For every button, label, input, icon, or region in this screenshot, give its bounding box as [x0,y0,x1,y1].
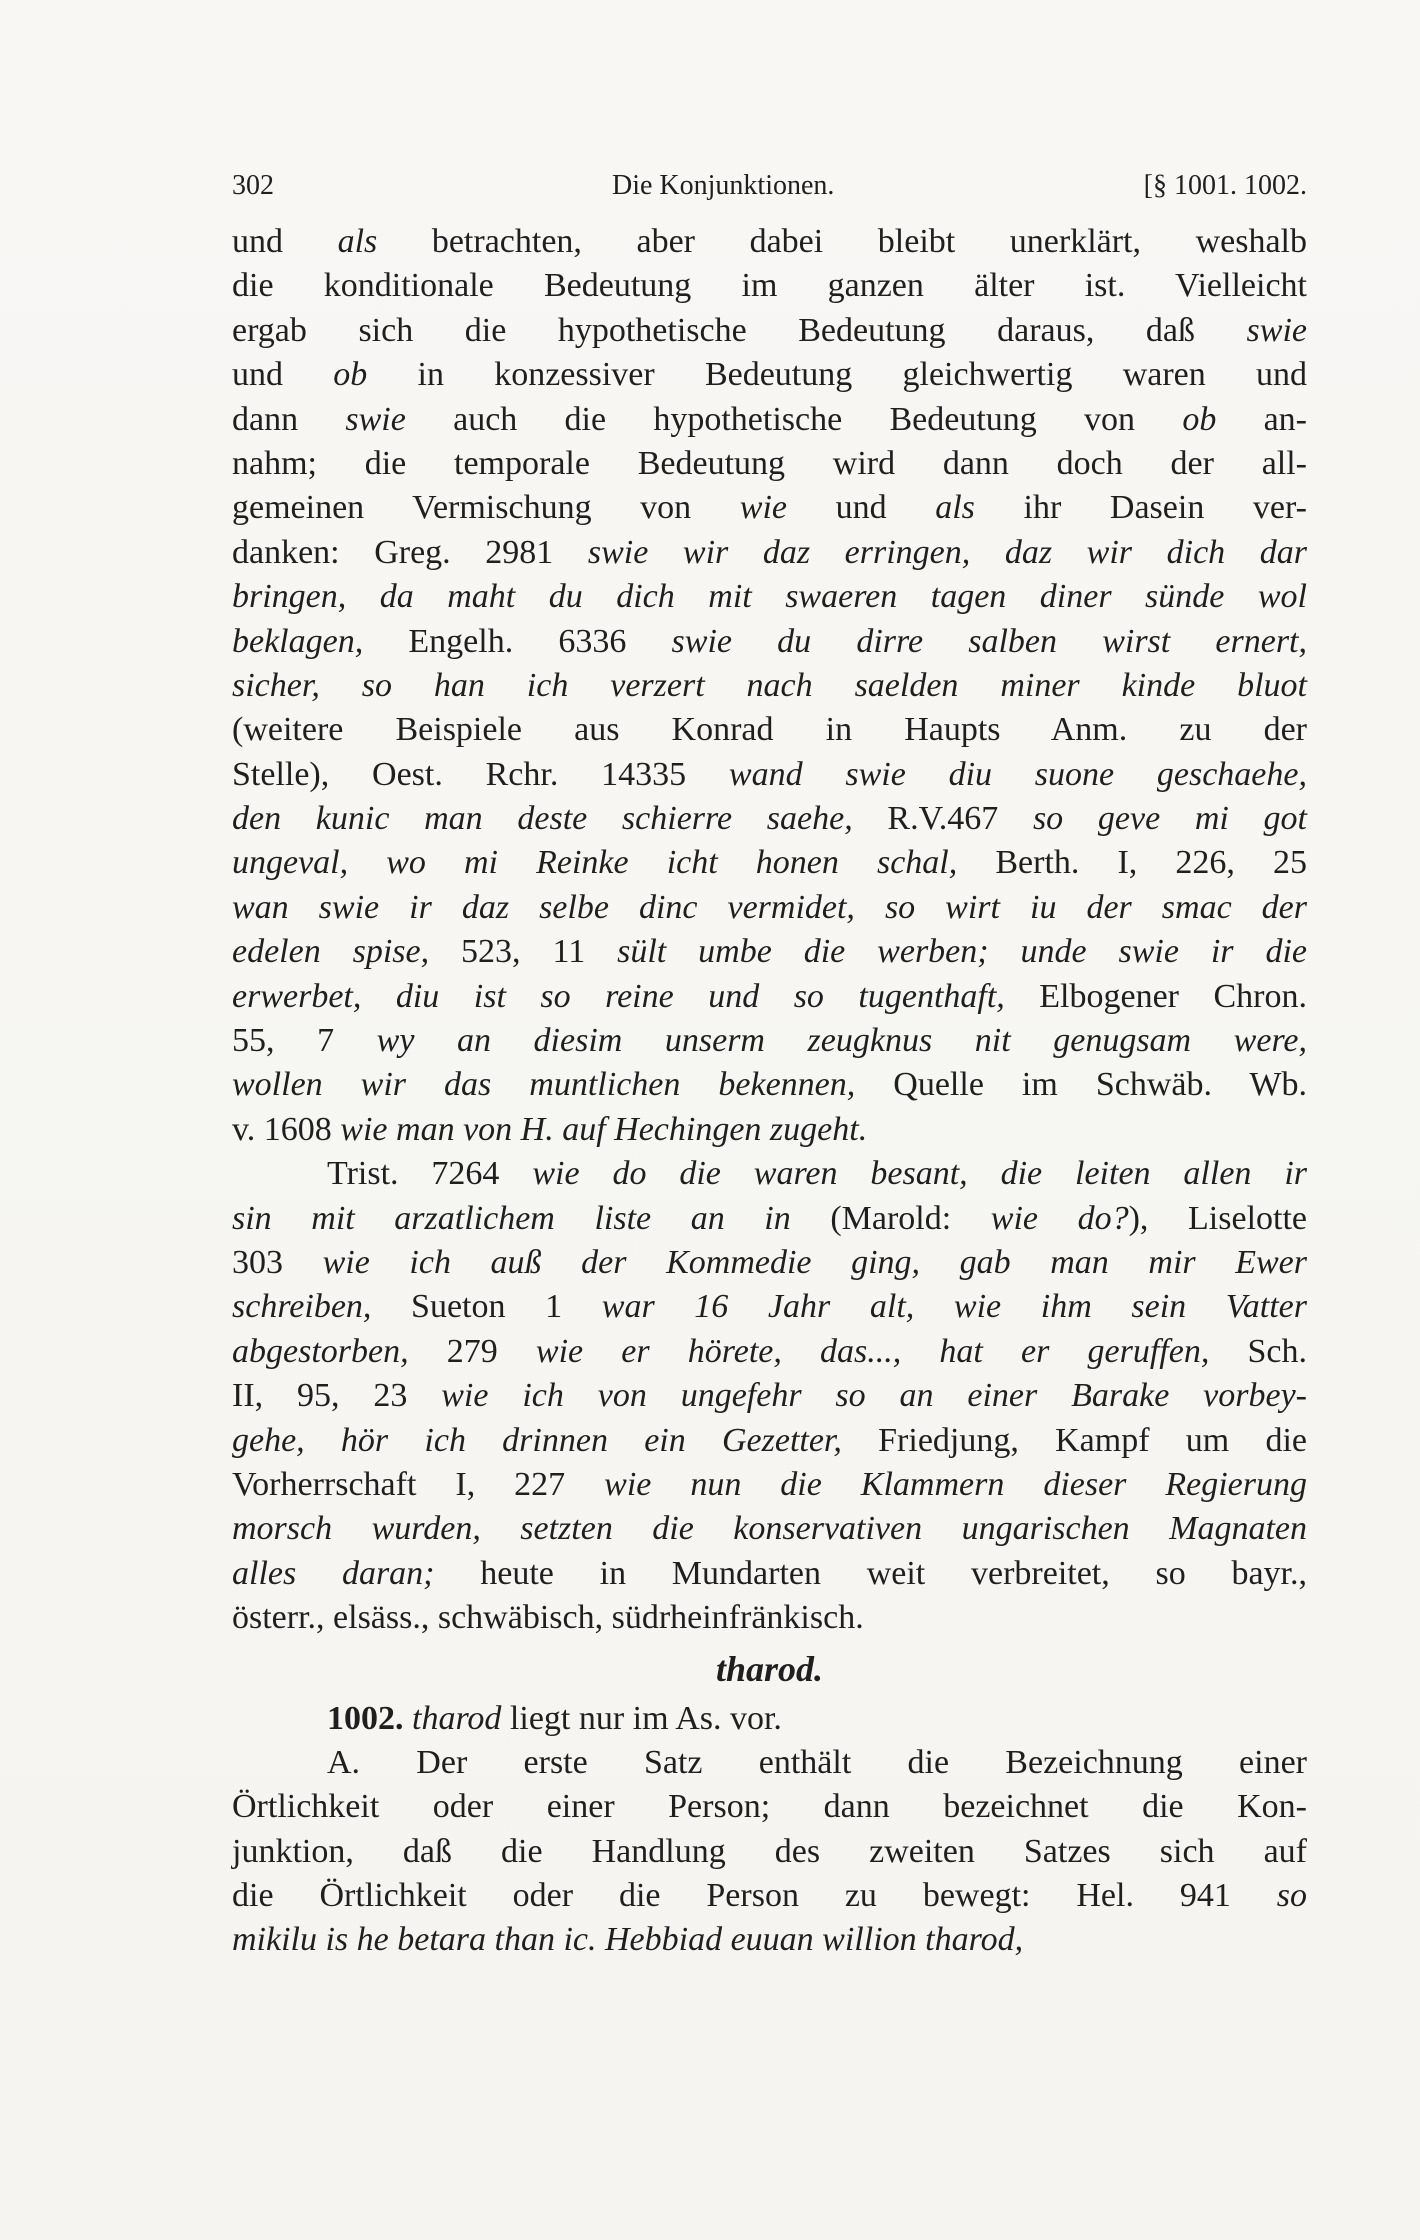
text-line: mikilu is he betara than ic. Hebbiad euuan willion tharod, [232,1921,1024,1959]
text-line: Trist. 7264 wie do die waren besant, die leiten allen ir [327,1155,1307,1193]
text-line: wan swie ir daz selbe dinc vermidet, so wirt iu der smac der [232,888,1307,926]
text-line: gehe, hör ich drinnen ein Gezetter, Friedjung, Kampf um die [232,1421,1307,1459]
paragraph-1001-examples [232,1152,1307,1640]
text-line: Stelle), Oest. Rchr. 14335 wand swie diu suone geschaehe, [232,755,1307,793]
text-line: alles daran; heute in Mundarten weit verbreitet, so bayr., [232,1554,1307,1592]
section-title: tharod. [715,1648,824,1689]
section-reference: [§ 1001. 1002. [1143,170,1307,201]
text-line: nahm; die temporale Bedeutung wird dann doch der all- [232,444,1307,482]
text-line: wollen wir das muntlichen bekennen, Quelle im Schwäb. Wb. [232,1066,1307,1104]
text-line: II, 95, 23 wie ich von ungefehr so an einer Barake vorbey- [232,1377,1307,1415]
text-line: morsch wurden, setzten die konservativen ungarischen Magnaten [232,1510,1307,1548]
text-line: sicher, so han ich verzert nach saelden miner kinde bluot [232,666,1307,704]
running-header [232,160,1307,220]
text-line: dann swie auch die hypothetische Bedeutung von ob an- [232,400,1307,438]
text-line: edelen spise, 523, 11 sült umbe die werben; unde swie ir die [232,933,1307,971]
text-line: danken: Greg. 2981 swie wir daz erringen, daz wir dich dar [232,533,1307,571]
text-line: und als betrachten, aber dabei bleibt unerklärt, weshalb [232,223,1307,260]
text-line: v. 1608 wie man von H. auf Hechingen zugeht. [232,1110,868,1148]
text-line: 55, 7 wy an diesim unserm zeugknus nit genugsam were, [232,1022,1308,1060]
text-line: erwerbet, diu ist so reine und so tugenthaft, Elbogener Chron. [232,977,1307,1015]
text-line: Örtlichkeit oder einer Person; dann bezeichnet die Kon- [232,1788,1307,1826]
text-line: abgestorben, 279 wie er hörete, das..., hat er geruffen, Sch. [232,1332,1308,1370]
text-line: ergab sich die hypothetische Bedeutung daraus, daß swie [232,311,1307,349]
text-line: den kunic man deste schierre saehe, R.V.467 so geve mi got [232,800,1307,838]
text-line: österr., elsäss., schwäbisch, südrheinfränkisch. [232,1599,864,1637]
running-title: Die Konjunktionen. [612,170,835,201]
text-line: die Örtlichkeit oder die Person zu bewegt: Hel. 941 so [232,1877,1307,1915]
text-line: bringen, da maht du dich mit swaeren tagen diner sünde wol [232,578,1307,616]
section-intro-line [232,1697,1307,1741]
text-line: A. Der erste Satz enthält die Bezeichnung einer [327,1743,1307,1781]
text-line: junktion, daß die Handlung des zweiten Satzes sich auf [232,1832,1307,1870]
text-line: 303 wie ich auß der Kommedie ging, gab man mir Ewer [232,1243,1307,1281]
paragraph-1002-a [232,1741,1307,1963]
text-line: die konditionale Bedeutung im ganzen älter ist. Vielleicht [232,267,1307,305]
section-number: 1002. [327,1699,404,1737]
text-line: Vorherrschaft I, 227 wie nun die Klammern dieser Regierung [232,1465,1307,1503]
text-line: schreiben, Sueton 1 war 16 Jahr alt, wie ihm sein Vatter [232,1288,1307,1326]
text-line: sin mit arzatlichem liste an in (Marold: wie do?), Liselotte [232,1199,1307,1237]
text-line: gemeinen Vermischung von wie und als ihr Dasein ver- [232,489,1307,527]
text-line: ungeval, wo mi Reinke icht honen schal, Berth. I, 226, 25 [232,844,1308,882]
page-number: 302 [232,170,274,201]
paragraph-1001-continued [232,220,1307,1152]
text-line: und ob in konzessiver Bedeutung gleichwertig waren und [232,356,1307,394]
text-line: (weitere Beispiele aus Konrad in Haupts Anm. zu der [232,711,1307,749]
section-intro: tharod liegt nur im As. vor. [412,1699,782,1737]
text-line: beklagen, Engelh. 6336 swie du dirre salben wirst ernert, [232,622,1307,660]
page-text [232,160,1307,1963]
